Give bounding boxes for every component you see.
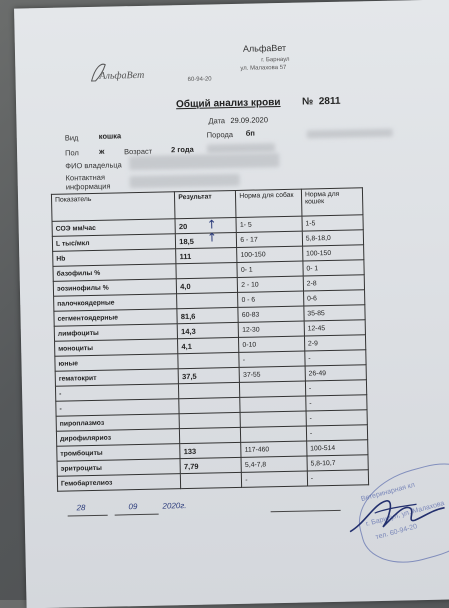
cell-indicator: юные (55, 354, 179, 372)
cell-result: 81,6 (177, 307, 238, 323)
cell-norm-dogs: 100-150 (237, 246, 303, 262)
header-norm-cats: Норма для кошек (301, 188, 363, 216)
header-norm-dogs: Норма для собак (236, 189, 302, 217)
signature-month: 09 (128, 502, 138, 512)
owner-label: ФИО владельца (65, 160, 122, 171)
cell-result: 4,1 (178, 337, 239, 353)
cell-norm-dogs: 0-10 (239, 336, 305, 352)
cell-norm-dogs (240, 396, 306, 412)
cell-norm-cats: - (306, 395, 367, 411)
cell-indicator: эозинофилы % (53, 279, 177, 297)
cell-indicator: гематокрит (55, 369, 179, 387)
number-value: 2811 (318, 95, 341, 108)
cell-norm-cats: 0- 1 (303, 260, 364, 276)
date-label: Дата (208, 116, 226, 126)
redacted-field (307, 129, 393, 139)
cell-indicator: базофилы % (53, 264, 177, 282)
pen-mark-up-arrow: ↑ (206, 217, 217, 232)
cell-indicator: лимфоциты (54, 324, 178, 342)
cell-result: 20 (175, 217, 236, 233)
redacted-field (207, 143, 275, 153)
cell-norm-cats: 2-9 (304, 335, 365, 351)
cell-result (179, 412, 240, 428)
document-number (302, 96, 341, 108)
sex-label: Пол (64, 148, 79, 158)
clinic-city: г. Барнаул (261, 56, 290, 64)
redacted-contact (130, 174, 240, 188)
date-line-month (115, 514, 159, 516)
redacted-owner-name (129, 153, 279, 170)
cell-result (179, 382, 240, 398)
cell-result: 7,79 (180, 457, 241, 473)
cell-norm-dogs: 12-30 (239, 321, 305, 337)
cell-result (181, 472, 242, 488)
cell-norm-cats: 1-5 (302, 215, 363, 231)
cell-result (177, 292, 238, 308)
cell-result: 111 (176, 247, 237, 263)
cell-indicator: L тыс/мкл (52, 234, 176, 252)
stamp-line-1: Ветеринарная кл (360, 481, 416, 503)
date-value: 29.09.2020 (230, 115, 269, 126)
clinic-logo (85, 58, 152, 85)
sex-value: ж (98, 146, 105, 156)
cell-norm-cats: - (305, 350, 366, 366)
cell-norm-dogs: 0- 1 (237, 261, 303, 277)
date-line-day (68, 515, 108, 517)
cell-norm-cats: 100-150 (302, 245, 363, 261)
cell-result: 37,5 (178, 367, 239, 383)
cell-norm-cats: 100-514 (307, 440, 368, 456)
cell-norm-cats: 12-45 (304, 320, 365, 336)
breed-value: бп (245, 128, 255, 138)
cell-norm-cats: 5,8-18,0 (302, 230, 363, 246)
cell-norm-cats: 26-49 (305, 365, 366, 381)
cell-norm-dogs: 0 - 6 (238, 291, 304, 307)
cell-norm-dogs: 1- 5 (236, 216, 302, 232)
signature-day: 28 (76, 503, 86, 513)
clinic-street: ул. Малахова 57 (240, 64, 287, 72)
cell-indicator: моноциты (55, 339, 179, 357)
cell-indicator: палочкоядерные (54, 294, 178, 312)
cell-norm-dogs: - (239, 351, 305, 367)
cell-norm-dogs: 6 - 17 (237, 231, 303, 247)
cell-norm-cats: - (306, 410, 367, 426)
cell-result (176, 262, 237, 278)
cell-norm-dogs: 2 - 10 (238, 276, 304, 292)
cell-norm-dogs: - (242, 471, 308, 487)
age-label: Возраст (123, 146, 153, 157)
signature-year: 2020г. (162, 501, 187, 511)
contact-label-2: информация (65, 181, 111, 192)
signature-line (271, 510, 341, 512)
cell-norm-cats: - (306, 425, 367, 441)
cell-norm-cats: 0-6 (303, 290, 364, 306)
breed-label: Порода (206, 130, 234, 140)
cell-norm-cats: 2-8 (303, 275, 364, 291)
cell-norm-dogs (240, 411, 306, 427)
stamp-line-3: тел. 60-94-20 (374, 523, 419, 542)
cell-result: 18,5 (176, 232, 237, 248)
cell-indicator: эритроциты (57, 459, 181, 477)
cell-indicator: сегментоядерные (54, 309, 178, 327)
cell-norm-dogs: 5,4-7,8 (241, 456, 307, 472)
cell-indicator: тромбоциты (57, 444, 181, 462)
logo-text: АльфаВет (99, 69, 145, 82)
cell-norm-dogs (240, 381, 306, 397)
cell-indicator: - (55, 384, 179, 402)
pen-mark-up-arrow: ↑ (206, 230, 218, 245)
cell-indicator: дирофиляриоз (56, 429, 180, 447)
cell-indicator: - (56, 399, 180, 417)
document-paper (14, 0, 449, 608)
cell-norm-cats: - (307, 470, 368, 486)
age-value: 2 года (170, 144, 194, 155)
document-title: Общий анализ крови (175, 97, 281, 111)
cell-norm-cats: - (305, 380, 366, 396)
cell-indicator: Hb (53, 249, 177, 267)
species-value: кошка (98, 131, 122, 141)
stamp-line-2: г. Барнаул, ул. Малахова (365, 499, 446, 528)
header-result: Результат (175, 190, 237, 218)
cell-indicator: пироплазмоз (56, 414, 180, 432)
cell-norm-cats: 35-85 (304, 305, 365, 321)
cell-result (179, 397, 240, 413)
header-indicator: Показатель (51, 192, 175, 222)
handwritten-signature (344, 481, 449, 543)
cell-result (180, 427, 241, 443)
cell-norm-cats: 5,8-10,7 (307, 455, 368, 471)
cell-result (178, 352, 239, 368)
contact-label-1: Контактная (65, 172, 106, 183)
cell-norm-dogs: 117-460 (241, 441, 307, 457)
cell-indicator: СОЭ мм/час (52, 219, 176, 237)
cell-norm-dogs (241, 426, 307, 442)
number-label: № (301, 96, 314, 108)
cell-result: 4,0 (177, 277, 238, 293)
species-label: Вид (64, 133, 79, 143)
cell-result: 14,3 (177, 322, 238, 338)
clinic-name: АльфаВет (242, 42, 287, 54)
cell-result: 133 (180, 442, 241, 458)
cell-norm-dogs: 37-55 (239, 366, 305, 382)
cell-norm-dogs: 60-83 (238, 306, 304, 322)
clinic-phone: 60-94-20 (187, 76, 212, 83)
cell-indicator: Гемобартелиоз (57, 474, 181, 492)
